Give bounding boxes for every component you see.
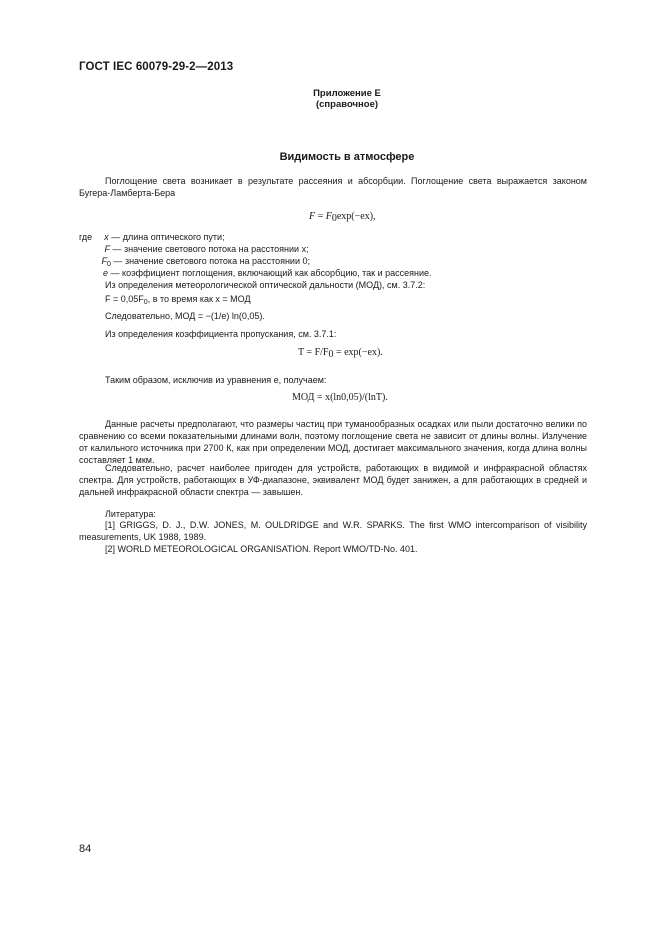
where-row-e xyxy=(79,267,432,279)
formula1-rest: exp(−ex), xyxy=(336,211,376,222)
intro-paragraph: Поглощение света возникает в результате рассеяния и абсорбции. Поглощение света выражается законом Бугера-Ламберта-Бера xyxy=(79,176,587,198)
where-lead: где xyxy=(79,232,93,242)
standard-header: ГОСТ IEC 60079-29-2—2013 xyxy=(79,61,234,73)
reference-item: [1] GRIGGS, D. J., D.W. JONES, M. OULDRIDGE and W.R. SPARKS. The first WMO intercomparison of visibility measurements, UK 1988, 1989. xyxy=(79,520,587,542)
where-text: значение светового потока на расстоянии 0; xyxy=(124,256,310,266)
where-text: длина оптического пути; xyxy=(122,232,225,242)
where-symbol-sub: 0 xyxy=(107,261,111,268)
where-dash: — xyxy=(113,256,123,266)
appendix-title: Приложение Е xyxy=(313,88,381,99)
where-dash: — xyxy=(112,244,122,254)
formula1-eq: = xyxy=(315,211,326,222)
where-symbol: F xyxy=(104,244,110,254)
page-number: 84 xyxy=(79,843,92,855)
reference-item: [2] WORLD METEOROLOGICAL ORGANISATION. Report WMO/TD-No. 401. xyxy=(105,544,418,554)
formula-mod: МОД = x(ln0,05)/(lnT). xyxy=(292,392,388,403)
formula2-rest: = exp(−ex). xyxy=(333,347,383,358)
where-symbol: x xyxy=(104,232,109,242)
mod-consequence: Следовательно, МОД = −(1/e) ln(0,05). xyxy=(105,311,265,321)
mod-equation xyxy=(105,293,251,305)
formula1-lhs: F xyxy=(309,211,316,222)
where-dash: — xyxy=(111,232,121,242)
where-row-f xyxy=(79,243,309,255)
where-text: коэффициент поглощения, включающий как абсорбцию, так и рассеяние. xyxy=(122,268,432,278)
where-symbol: e xyxy=(102,268,108,278)
mod-definition: Из определения метеорологической оптической дальности (МОД), см. 3.7.2: xyxy=(105,280,426,290)
appendix-note: (справочное) xyxy=(315,99,379,110)
references-heading: Литература: xyxy=(105,509,156,519)
calculation-paragraph: Данные расчеты предполагают, что размеры частиц при туманообразных осадках или пыли достаточно велики по сравнению со всеми показательными длинами волн, поэтому поглощение света не зависит от длины волны. Излучение от калильного источника при 2700 К, как при определении МОД, достигает максимального значения, когда длина волны составляет 1 мкм. xyxy=(79,419,587,465)
where-text: значение светового потока на расстоянии x; xyxy=(124,244,309,254)
formula-beer-lambert xyxy=(309,206,376,224)
formula1-f0-sub: 0 xyxy=(331,213,337,224)
where-row-f0 xyxy=(79,255,310,267)
where-dash: — xyxy=(110,268,120,278)
formula1-f0: F xyxy=(325,211,332,222)
section-title: Видимость в атмосфере xyxy=(279,151,415,163)
where-row-x xyxy=(79,231,225,243)
formula2-lhs: T = F/F xyxy=(298,347,329,358)
conclusion-paragraph: Следовательно, расчет наиболее пригоден для устройств, работающих в видимой и инфракрасной областях спектра. Для устройств, работающих в УФ-диапазоне, эквивалент МОД будет занижен, а для работающих в средней и дальней инфракрасной области спектра — завышен. xyxy=(79,463,587,497)
transmittance-definition: Из определения коэффициента пропускания, см. 3.7.1: xyxy=(105,329,337,339)
mod-eq-sub: 0 xyxy=(143,299,148,306)
where-symbol: F xyxy=(101,256,107,266)
formula2-sub: 0 xyxy=(328,349,334,360)
mod-eq-lhs: F = 0,05F xyxy=(105,294,144,304)
mod-eq-rest: , в то время как x = МОД xyxy=(147,294,251,304)
thus-text: Таким образом, исключив из уравнения e, получаем: xyxy=(105,375,327,385)
formula-transmittance xyxy=(298,347,383,358)
